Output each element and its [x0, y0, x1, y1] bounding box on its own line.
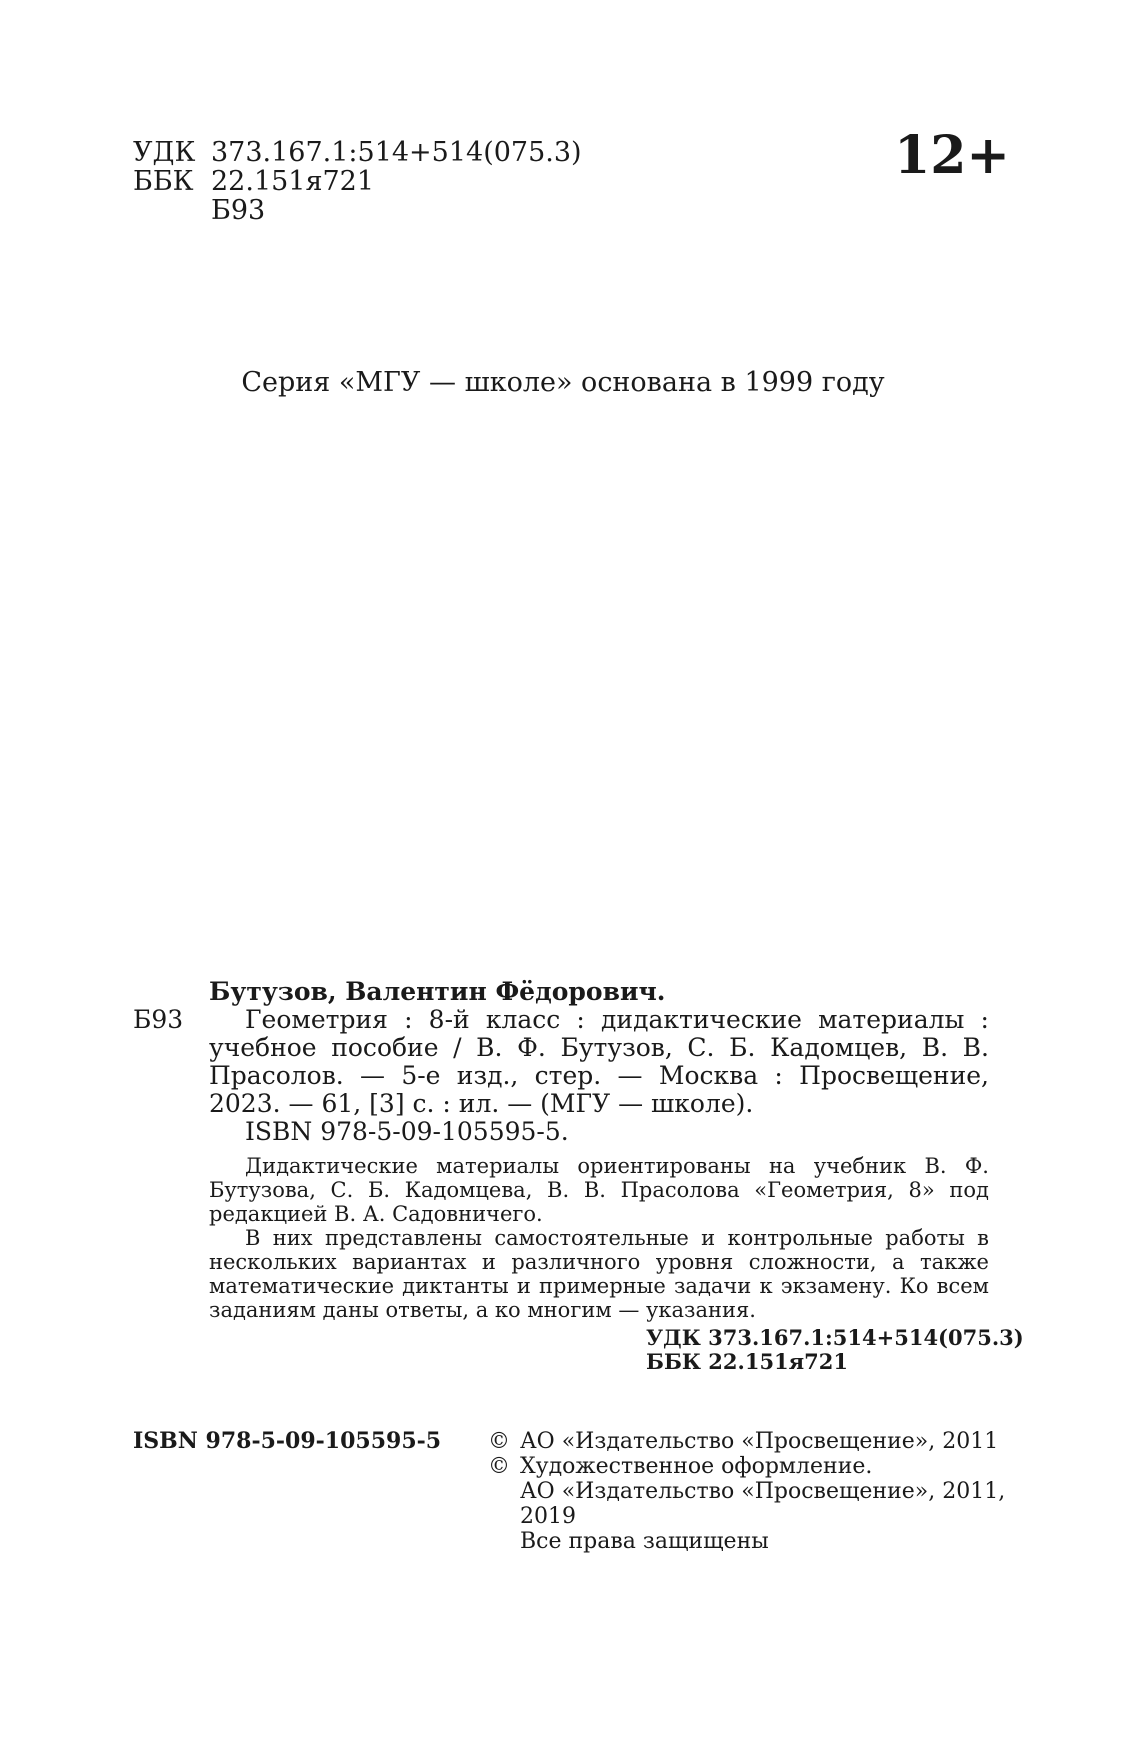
record-udk: УДК 373.167.1:514+514(075.3) [646, 1325, 1024, 1350]
annotation [209, 1154, 989, 1322]
bbk-row [133, 167, 582, 196]
copyright-row-2 [488, 1454, 1010, 1479]
copyright-design-owner: АО «Издательство «Просвещение», 2011, 2019 [520, 1479, 1006, 1529]
copyright-symbol: © [488, 1429, 510, 1454]
record-bbk: ББК 22.151я721 [646, 1349, 849, 1374]
copyright-publisher: АО «Издательство «Просвещение», 2011 [520, 1429, 999, 1454]
copyright-row-1 [488, 1429, 1010, 1454]
udk-row [133, 138, 582, 167]
copyright-design: Художественное оформление. [520, 1454, 873, 1479]
author-mark: Б93 [211, 195, 266, 226]
udk-label: УДК [133, 137, 196, 168]
author-mark-row [133, 196, 582, 225]
record-body [133, 1006, 1013, 1118]
rights-reserved: Все права защищены [520, 1529, 769, 1554]
bibliographic-record [133, 977, 1024, 1374]
udk-value: 373.167.1:514+514(075.3) [211, 137, 582, 168]
bbk-label: ББК [133, 166, 194, 197]
bbk-value: 22.151я721 [211, 166, 375, 197]
series-note: Серия «МГУ — школе» основана в 1999 году [241, 367, 885, 398]
copyright-symbol: © [488, 1454, 510, 1479]
copyright-block [488, 1429, 1010, 1554]
annotation-paragraph-2: В них представлены самостоятельные и контрольные работы в нескольких вариантах и различного уровня сложности, а также математические диктанты и примерные задачи к экзамену. Ко всем заданиям даны ответы, а ко многим — указания. [209, 1226, 989, 1322]
classification-codes [133, 138, 582, 225]
annotation-paragraph-1: Дидактические материалы ориентированы на учебник В. Ф. Бутузова, С. Б. Кадомцева, В. В. Прасолова «Геометрия, 8» под редакцией В. А. Садовничего. [209, 1154, 989, 1226]
record-isbn: ISBN 978-5-09-105595-5. [245, 1117, 569, 1146]
age-rating: 12+ [894, 125, 1010, 186]
footer-isbn: ISBN 978-5-09-105595-5 [133, 1428, 442, 1454]
record-code: Б93 [133, 1005, 184, 1034]
record-description: Геометрия : 8-й класс : дидактические материалы : учебное пособие / В. Ф. Бутузов, С. Б. Кадомцев, В. В. Прасолов. — 5-е изд., стер. — Москва : Просвещение, 2023. — 61, [3] с. : ил. — (МГУ — школе). [209, 1005, 989, 1118]
record-author: Бутузов, Валентин Фёдорович. [209, 977, 666, 1006]
